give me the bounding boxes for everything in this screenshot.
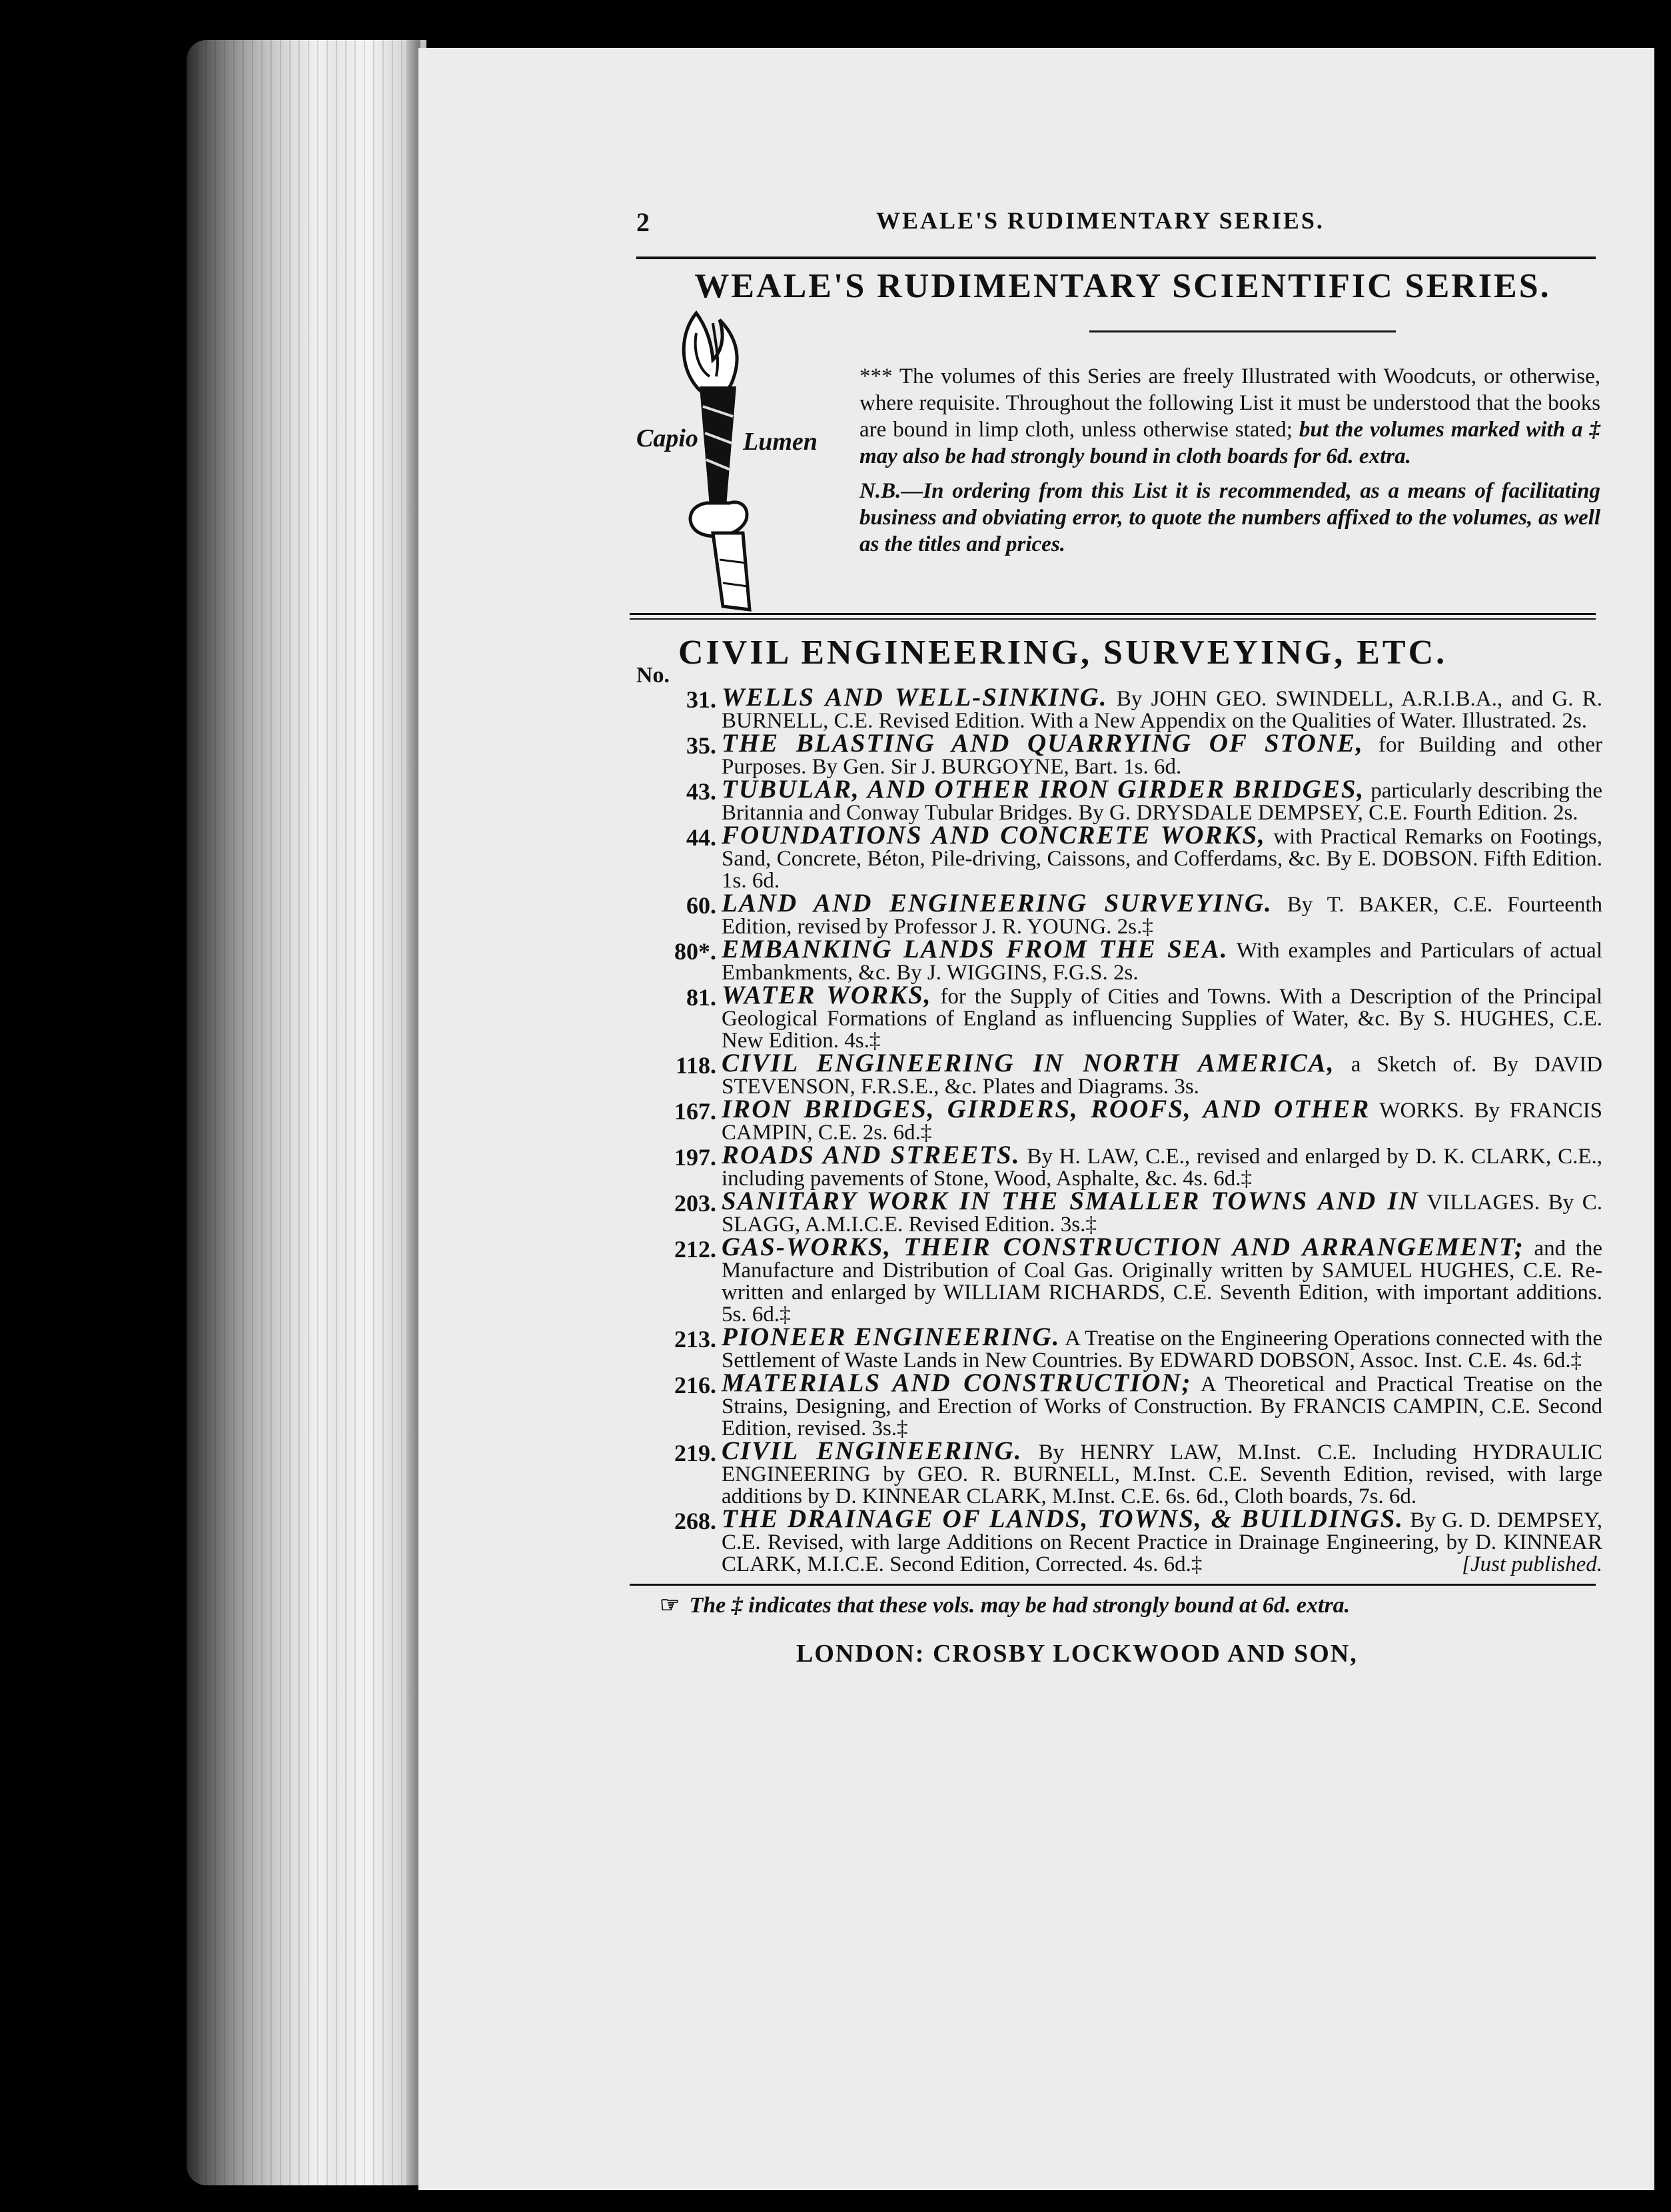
list-item bbox=[636, 1187, 1602, 1237]
entry-description: with Practical Remarks on Footings, Sand, Concrete, Béton, Pile-driving, Caissons, and Cofferdams, &c. By E. DOBSON. Fifth Edition. 1s. 6d. bbox=[722, 825, 1603, 893]
entry-number: 31. bbox=[686, 686, 716, 713]
entry-title: GAS-WORKS, THEIR CONSTRUCTION AND ARRANGEMENT; bbox=[722, 1233, 1524, 1261]
entry-description: By G. D. DEMPSEY, C.E. Revised, with large Additions on Recent Practice in Drainage Engineering, by D. KINNEAR CLARK, M.I.C.E. Second Edition, Corrected. 4s. 6d.‡ bbox=[722, 1508, 1602, 1576]
intro-paragraph-1 bbox=[859, 363, 1600, 470]
entry-title: PIONEER ENGINEERING. bbox=[722, 1323, 1061, 1351]
book-page-edges bbox=[187, 40, 426, 2185]
entry-title: ROADS AND STREETS. bbox=[722, 1141, 1021, 1169]
entry-body bbox=[722, 981, 1602, 1053]
page-number: 2 bbox=[636, 207, 650, 237]
book-list bbox=[636, 683, 1603, 1576]
entry-body bbox=[722, 729, 1603, 779]
entry-description: WORKS. By FRANCIS CAMPIN, C.E. 2s. 6d.‡ bbox=[722, 1099, 1602, 1145]
title-rule bbox=[1089, 330, 1396, 332]
entry-number: 35. bbox=[686, 732, 716, 759]
entry-title: TUBULAR, AND OTHER IRON GIRDER BRIDGES, bbox=[722, 775, 1365, 804]
entry-title: WATER WORKS, bbox=[722, 981, 932, 1009]
entry-body bbox=[722, 1504, 1602, 1576]
entry-title: CIVIL ENGINEERING IN NORTH AMERICA, bbox=[722, 1049, 1335, 1077]
list-item bbox=[636, 1141, 1602, 1191]
entry-number: 167. bbox=[674, 1098, 716, 1125]
entry-body bbox=[722, 683, 1603, 733]
intro-plain: *** The volumes of this Series are freely Illustrated with Woodcuts, or otherwise, where requisite. Throughout the following List it must be understood that the books are bound in limp cloth, unless otherwise stated; bbox=[859, 364, 1600, 442]
entry-body bbox=[722, 1369, 1602, 1440]
entry-description: With examples and Particulars of actual Embankments, &c. By J. WIGGINS, F.G.S. 2s. bbox=[722, 939, 1602, 985]
entry-title: CIVIL ENGINEERING. bbox=[722, 1436, 1023, 1465]
section-title: CIVIL ENGINEERING, SURVEYING, ETC. bbox=[678, 634, 1448, 672]
intro-italic: but the volumes marked with a ‡ may also be had strongly bound in cloth boards for 6d. extra. bbox=[859, 418, 1600, 468]
running-head: WEALE'S RUDIMENTARY SERIES. bbox=[876, 207, 1325, 234]
list-bottom-rule bbox=[630, 1584, 1596, 1586]
torch-in-hand-icon bbox=[633, 306, 853, 620]
entry-title: LAND AND ENGINEERING SURVEYING. bbox=[722, 889, 1273, 917]
entry-description: VILLAGES. By C. SLAGG, A.M.I.C.E. Revised Edition. 3s.‡ bbox=[722, 1191, 1602, 1237]
entry-number: 60. bbox=[686, 892, 716, 919]
list-item bbox=[636, 1369, 1602, 1440]
entry-body bbox=[722, 1049, 1603, 1099]
number-column-label: No. bbox=[636, 663, 670, 688]
list-item bbox=[636, 1436, 1603, 1508]
entry-title: MATERIALS AND CONSTRUCTION; bbox=[722, 1369, 1192, 1397]
entry-description: particularly describing the Britannia and Conway Tubular Bridges. By G. DRYSDALE DEMPSEY, C.E. Fourth Edition. 2s. bbox=[722, 779, 1602, 825]
list-item bbox=[636, 1504, 1602, 1576]
entry-description: By H. LAW, C.E., revised and enlarged by D. K. CLARK, C.E., including pavements of Stone, Wood, Asphalte, &c. 4s. 6d.‡ bbox=[722, 1145, 1602, 1191]
entry-number: 216. bbox=[674, 1372, 716, 1398]
entry-body bbox=[722, 1095, 1602, 1145]
entry-description: By T. BAKER, C.E. Fourteenth Edition, revised by Professor J. R. YOUNG. 2s.‡ bbox=[722, 893, 1603, 939]
list-item bbox=[636, 821, 1603, 893]
entry-number: 43. bbox=[686, 778, 716, 805]
entry-number: 118. bbox=[675, 1052, 716, 1079]
entry-body bbox=[722, 889, 1603, 939]
entry-title: IRON BRIDGES, GIRDERS, ROOFS, AND OTHER bbox=[722, 1095, 1371, 1123]
header-rule bbox=[636, 257, 1596, 259]
list-item bbox=[636, 981, 1602, 1053]
entry-title: THE BLASTING AND QUARRYING OF STONE, bbox=[722, 729, 1364, 758]
entry-note: [Just published. bbox=[1462, 1552, 1602, 1576]
footnote bbox=[660, 1592, 1350, 1618]
section-rule-top bbox=[630, 613, 1596, 615]
series-title: WEALE'S RUDIMENTARY SCIENTIFIC SERIES. bbox=[694, 267, 1551, 305]
entry-title: WELLS AND WELL-SINKING. bbox=[722, 683, 1108, 712]
entry-number: 213. bbox=[674, 1326, 716, 1353]
entry-description: A Theoretical and Practical Treatise on the Strains, Designing, and Erection of Works of Construction. By FRANCIS CAMPIN, C.E. Second Edition, revised. 3s.‡ bbox=[722, 1373, 1602, 1440]
entry-number: 44. bbox=[686, 824, 716, 851]
entry-number: 212. bbox=[674, 1236, 716, 1263]
entry-number: 80*. bbox=[674, 938, 716, 965]
footnote-text: The ‡ indicates that these vols. may be had strongly bound at 6d. extra. bbox=[689, 1593, 1351, 1618]
entry-number: 81. bbox=[686, 984, 716, 1011]
entry-title: EMBANKING LANDS FROM THE SEA. bbox=[722, 935, 1229, 963]
entry-description: a Sketch of. By DAVID STEVENSON, F.R.S.E., &c. Plates and Diagrams. 3s. bbox=[722, 1053, 1603, 1099]
entry-title: FOUNDATIONS AND CONCRETE WORKS, bbox=[722, 821, 1266, 849]
entry-description: and the Manufacture and Distribution of Coal Gas. Originally written by SAMUEL HUGHES, C.E. Re-written and enlarged by WILLIAM RICHARDS, C.E. Seventh Edition, with important additions. 5s. 6d.‡ bbox=[722, 1237, 1603, 1327]
entry-description: By JOHN GEO. SWINDELL, A.R.I.B.A., and G. R. BURNELL, C.E. Revised Edition. With a New Appendix on the Qualities of Water. Illustrated. 2s. bbox=[722, 687, 1603, 733]
entry-body bbox=[722, 821, 1603, 893]
list-item bbox=[636, 935, 1602, 985]
pointing-hand-icon: ☞ bbox=[660, 1593, 680, 1618]
entry-number: 268. bbox=[674, 1508, 716, 1534]
entry-number: 197. bbox=[674, 1144, 716, 1171]
list-item bbox=[636, 1049, 1603, 1099]
list-item bbox=[636, 1095, 1602, 1145]
entry-description: A Treatise on the Engineering Operations connected with the Settlement of Waste Lands in New Countries. By EDWARD DOBSON, Assoc. Inst. C.E. 4s. 6d.‡ bbox=[722, 1327, 1602, 1373]
page-header bbox=[636, 207, 1596, 240]
list-item bbox=[636, 683, 1603, 733]
publisher-imprint: LONDON: CROSBY LOCKWOOD AND SON, bbox=[796, 1640, 1358, 1668]
entry-number: 203. bbox=[674, 1190, 716, 1217]
entry-title: THE DRAINAGE OF LANDS, TOWNS, & BUILDINGS. bbox=[722, 1504, 1404, 1533]
list-item bbox=[636, 1233, 1603, 1327]
list-item bbox=[636, 889, 1603, 939]
entry-body bbox=[722, 775, 1602, 825]
intro-text bbox=[859, 363, 1600, 566]
entry-body bbox=[722, 1323, 1602, 1373]
entry-body bbox=[722, 1187, 1602, 1237]
list-item bbox=[636, 775, 1602, 825]
motto-right: Lumen bbox=[743, 428, 818, 456]
entry-description: By HENRY LAW, M.Inst. C.E. Including HYDRAULIC ENGINEERING by GEO. R. BURNELL, M.Inst. C.E. Seventh Edition, revised, with large additions by D. KINNEAR CLARK, M.Inst. C.E. 6s. 6d., Cloth boards, 7s. 6d. bbox=[722, 1440, 1603, 1508]
entry-title: SANITARY WORK IN THE SMALLER TOWNS AND IN bbox=[722, 1187, 1419, 1215]
entry-description: for the Supply of Cities and Towns. With a Description of the Principal Geological Formations of England as influencing Supplies of Water, &c. By S. HUGHES, C.E. New Edition. 4s.‡ bbox=[722, 985, 1602, 1053]
section-rule-bottom bbox=[630, 618, 1596, 620]
list-item bbox=[636, 1323, 1602, 1373]
list-item bbox=[636, 729, 1603, 779]
entry-body bbox=[722, 1233, 1603, 1327]
entry-description: for Building and other Purposes. By Gen. Sir J. BURGOYNE, Bart. 1s. 6d. bbox=[722, 733, 1603, 779]
intro-paragraph-2: N.B.—In ordering from this List it is recommended, as a means of facilitating business and obviating error, to quote the numbers affixed to the volumes, as well as the titles and prices. bbox=[859, 479, 1600, 556]
gutter-shadow bbox=[406, 40, 420, 2185]
entry-body bbox=[722, 1141, 1602, 1191]
entry-body bbox=[722, 935, 1602, 985]
motto-left: Capio bbox=[636, 424, 698, 452]
entry-body bbox=[722, 1436, 1603, 1508]
entry-number: 219. bbox=[674, 1440, 716, 1466]
